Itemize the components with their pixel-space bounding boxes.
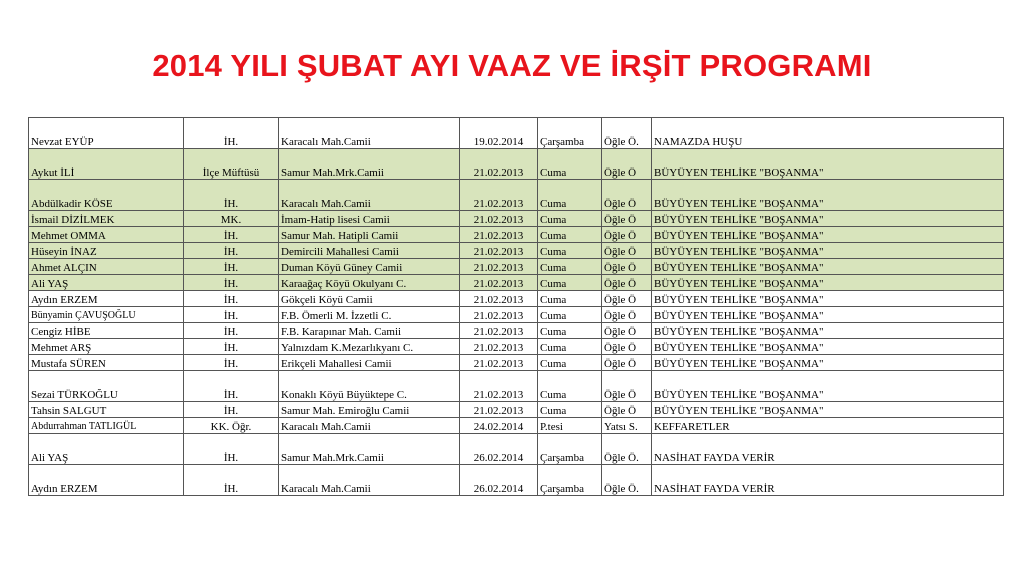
role-cell: İH. <box>184 243 279 259</box>
date-cell: 21.02.2013 <box>460 355 538 371</box>
table-row <box>29 402 1004 418</box>
role-cell: İH. <box>184 307 279 323</box>
name-cell: Mustafa SÜREN <box>29 355 184 371</box>
time-cell: Öğle Ö <box>602 227 652 243</box>
name-cell: Bünyamin ÇAVUŞOĞLU <box>29 307 184 323</box>
day-cell: Cuma <box>538 402 602 418</box>
day-cell: Çarşamba <box>538 118 602 149</box>
topic-cell: BÜYÜYEN TEHLİKE "BOŞANMA" <box>652 259 1004 275</box>
date-cell: 21.02.2013 <box>460 227 538 243</box>
topic-cell: NAMAZDA HUŞU <box>652 118 1004 149</box>
day-cell: Çarşamba <box>538 465 602 496</box>
topic-cell: BÜYÜYEN TEHLİKE "BOŞANMA" <box>652 227 1004 243</box>
table-row <box>29 323 1004 339</box>
date-cell: 21.02.2013 <box>460 149 538 180</box>
role-cell: İlçe Müftüsü <box>184 149 279 180</box>
time-cell: Öğle Ö <box>602 275 652 291</box>
date-cell: 21.02.2013 <box>460 211 538 227</box>
schedule-table <box>28 117 1004 496</box>
schedule-body <box>29 118 1004 496</box>
time-cell: Öğle Ö <box>602 355 652 371</box>
table-row <box>29 307 1004 323</box>
table-row <box>29 418 1004 434</box>
place-cell: Samur Mah. Emiroğlu Camii <box>279 402 460 418</box>
date-cell: 24.02.2014 <box>460 418 538 434</box>
time-cell: Öğle Ö <box>602 149 652 180</box>
role-cell: İH. <box>184 355 279 371</box>
place-cell: Duman Köyü Güney Camii <box>279 259 460 275</box>
topic-cell: BÜYÜYEN TEHLİKE "BOŞANMA" <box>652 371 1004 402</box>
date-cell: 21.02.2013 <box>460 243 538 259</box>
day-cell: Cuma <box>538 275 602 291</box>
name-cell: Mehmet ARŞ <box>29 339 184 355</box>
date-cell: 21.02.2013 <box>460 339 538 355</box>
date-cell: 19.02.2014 <box>460 118 538 149</box>
name-cell: Aydın ERZEM <box>29 465 184 496</box>
date-cell: 21.02.2013 <box>460 307 538 323</box>
name-cell: Ali YAŞ <box>29 275 184 291</box>
name-cell: İsmail DİZİLMEK <box>29 211 184 227</box>
table-row <box>29 211 1004 227</box>
name-cell: Tahsin SALGUT <box>29 402 184 418</box>
day-cell: Cuma <box>538 323 602 339</box>
table-row <box>29 291 1004 307</box>
topic-cell: BÜYÜYEN TEHLİKE "BOŞANMA" <box>652 307 1004 323</box>
name-cell: Ali YAŞ <box>29 434 184 465</box>
place-cell: Erikçeli Mahallesi Camii <box>279 355 460 371</box>
topic-cell: BÜYÜYEN TEHLİKE "BOŞANMA" <box>652 355 1004 371</box>
name-cell: Aydın ERZEM <box>29 291 184 307</box>
table-row <box>29 149 1004 180</box>
table-row <box>29 180 1004 211</box>
place-cell: Samur Mah.Mrk.Camii <box>279 434 460 465</box>
time-cell: Öğle Ö. <box>602 118 652 149</box>
topic-cell: KEFFARETLER <box>652 418 1004 434</box>
topic-cell: BÜYÜYEN TEHLİKE "BOŞANMA" <box>652 243 1004 259</box>
place-cell: Yalnızdam K.Mezarlıkyanı C. <box>279 339 460 355</box>
day-cell: Cuma <box>538 243 602 259</box>
time-cell: Öğle Ö <box>602 291 652 307</box>
place-cell: Gökçeli Köyü Camii <box>279 291 460 307</box>
topic-cell: BÜYÜYEN TEHLİKE "BOŞANMA" <box>652 402 1004 418</box>
time-cell: Öğle Ö <box>602 180 652 211</box>
place-cell: Samur Mah.Mrk.Camii <box>279 149 460 180</box>
date-cell: 21.02.2013 <box>460 291 538 307</box>
role-cell: İH. <box>184 259 279 275</box>
role-cell: İH. <box>184 371 279 402</box>
day-cell: Çarşamba <box>538 434 602 465</box>
date-cell: 21.02.2013 <box>460 259 538 275</box>
date-cell: 21.02.2013 <box>460 371 538 402</box>
topic-cell: BÜYÜYEN TEHLİKE "BOŞANMA" <box>652 323 1004 339</box>
date-cell: 26.02.2014 <box>460 465 538 496</box>
date-cell: 21.02.2013 <box>460 323 538 339</box>
name-cell: Aykut İLİ <box>29 149 184 180</box>
day-cell: Cuma <box>538 307 602 323</box>
role-cell: MK. <box>184 211 279 227</box>
name-cell: Abdurrahman TATLIGÜL <box>29 418 184 434</box>
table-row <box>29 118 1004 149</box>
date-cell: 26.02.2014 <box>460 434 538 465</box>
place-cell: Karacalı Mah.Camii <box>279 465 460 496</box>
place-cell: Samur Mah. Hatipli Camii <box>279 227 460 243</box>
time-cell: Yatsı S. <box>602 418 652 434</box>
place-cell: Demircili Mahallesi Camii <box>279 243 460 259</box>
place-cell: Karacalı Mah.Camii <box>279 418 460 434</box>
role-cell: İH. <box>184 227 279 243</box>
time-cell: Öğle Ö. <box>602 434 652 465</box>
time-cell: Öğle Ö <box>602 402 652 418</box>
place-cell: F.B. Ömerli M. İzzetli C. <box>279 307 460 323</box>
topic-cell: BÜYÜYEN TEHLİKE "BOŞANMA" <box>652 211 1004 227</box>
topic-cell: NASİHAT FAYDA VERİR <box>652 465 1004 496</box>
table-row <box>29 243 1004 259</box>
table-row <box>29 227 1004 243</box>
topic-cell: BÜYÜYEN TEHLİKE "BOŞANMA" <box>652 149 1004 180</box>
role-cell: İH. <box>184 402 279 418</box>
name-cell: Nevzat EYÜP <box>29 118 184 149</box>
day-cell: P.tesi <box>538 418 602 434</box>
table-row <box>29 339 1004 355</box>
place-cell: İmam-Hatip lisesi Camii <box>279 211 460 227</box>
role-cell: İH. <box>184 434 279 465</box>
role-cell: İH. <box>184 465 279 496</box>
topic-cell: BÜYÜYEN TEHLİKE "BOŞANMA" <box>652 180 1004 211</box>
topic-cell: NASİHAT FAYDA VERİR <box>652 434 1004 465</box>
day-cell: Cuma <box>538 371 602 402</box>
role-cell: İH. <box>184 339 279 355</box>
day-cell: Cuma <box>538 291 602 307</box>
table-row <box>29 371 1004 402</box>
table-row <box>29 259 1004 275</box>
day-cell: Cuma <box>538 211 602 227</box>
date-cell: 21.02.2013 <box>460 275 538 291</box>
place-cell: Karacalı Mah.Camii <box>279 180 460 211</box>
place-cell: Karacalı Mah.Camii <box>279 118 460 149</box>
day-cell: Cuma <box>538 355 602 371</box>
time-cell: Öğle Ö. <box>602 465 652 496</box>
table-row <box>29 275 1004 291</box>
table-row <box>29 465 1004 496</box>
role-cell: İH. <box>184 291 279 307</box>
day-cell: Cuma <box>538 227 602 243</box>
name-cell: Cengiz HİBE <box>29 323 184 339</box>
time-cell: Öğle Ö <box>602 371 652 402</box>
date-cell: 21.02.2013 <box>460 402 538 418</box>
role-cell: İH. <box>184 275 279 291</box>
time-cell: Öğle Ö <box>602 339 652 355</box>
topic-cell: BÜYÜYEN TEHLİKE "BOŞANMA" <box>652 339 1004 355</box>
topic-cell: BÜYÜYEN TEHLİKE "BOŞANMA" <box>652 291 1004 307</box>
time-cell: Öğle Ö <box>602 211 652 227</box>
table-row <box>29 355 1004 371</box>
name-cell: Sezai TÜRKOĞLU <box>29 371 184 402</box>
place-cell: Konaklı Köyü Büyüktepe C. <box>279 371 460 402</box>
name-cell: Hüseyin İNAZ <box>29 243 184 259</box>
date-cell: 21.02.2013 <box>460 180 538 211</box>
place-cell: Karaağaç Köyü Okulyanı C. <box>279 275 460 291</box>
time-cell: Öğle Ö <box>602 307 652 323</box>
time-cell: Öğle Ö <box>602 259 652 275</box>
topic-cell: BÜYÜYEN TEHLİKE "BOŞANMA" <box>652 275 1004 291</box>
name-cell: Mehmet OMMA <box>29 227 184 243</box>
time-cell: Öğle Ö <box>602 243 652 259</box>
day-cell: Cuma <box>538 149 602 180</box>
day-cell: Cuma <box>538 180 602 211</box>
name-cell: Abdülkadir KÖSE <box>29 180 184 211</box>
day-cell: Cuma <box>538 259 602 275</box>
place-cell: F.B. Karapınar Mah. Camii <box>279 323 460 339</box>
name-cell: Ahmet ALÇIN <box>29 259 184 275</box>
table-row <box>29 434 1004 465</box>
role-cell: İH. <box>184 118 279 149</box>
day-cell: Cuma <box>538 339 602 355</box>
page-title: 2014 YILI ŞUBAT AYI VAAZ VE İRŞİT PROGRAMI <box>152 48 872 83</box>
time-cell: Öğle Ö <box>602 323 652 339</box>
role-cell: KK. Öğr. <box>184 418 279 434</box>
role-cell: İH. <box>184 323 279 339</box>
role-cell: İH. <box>184 180 279 211</box>
